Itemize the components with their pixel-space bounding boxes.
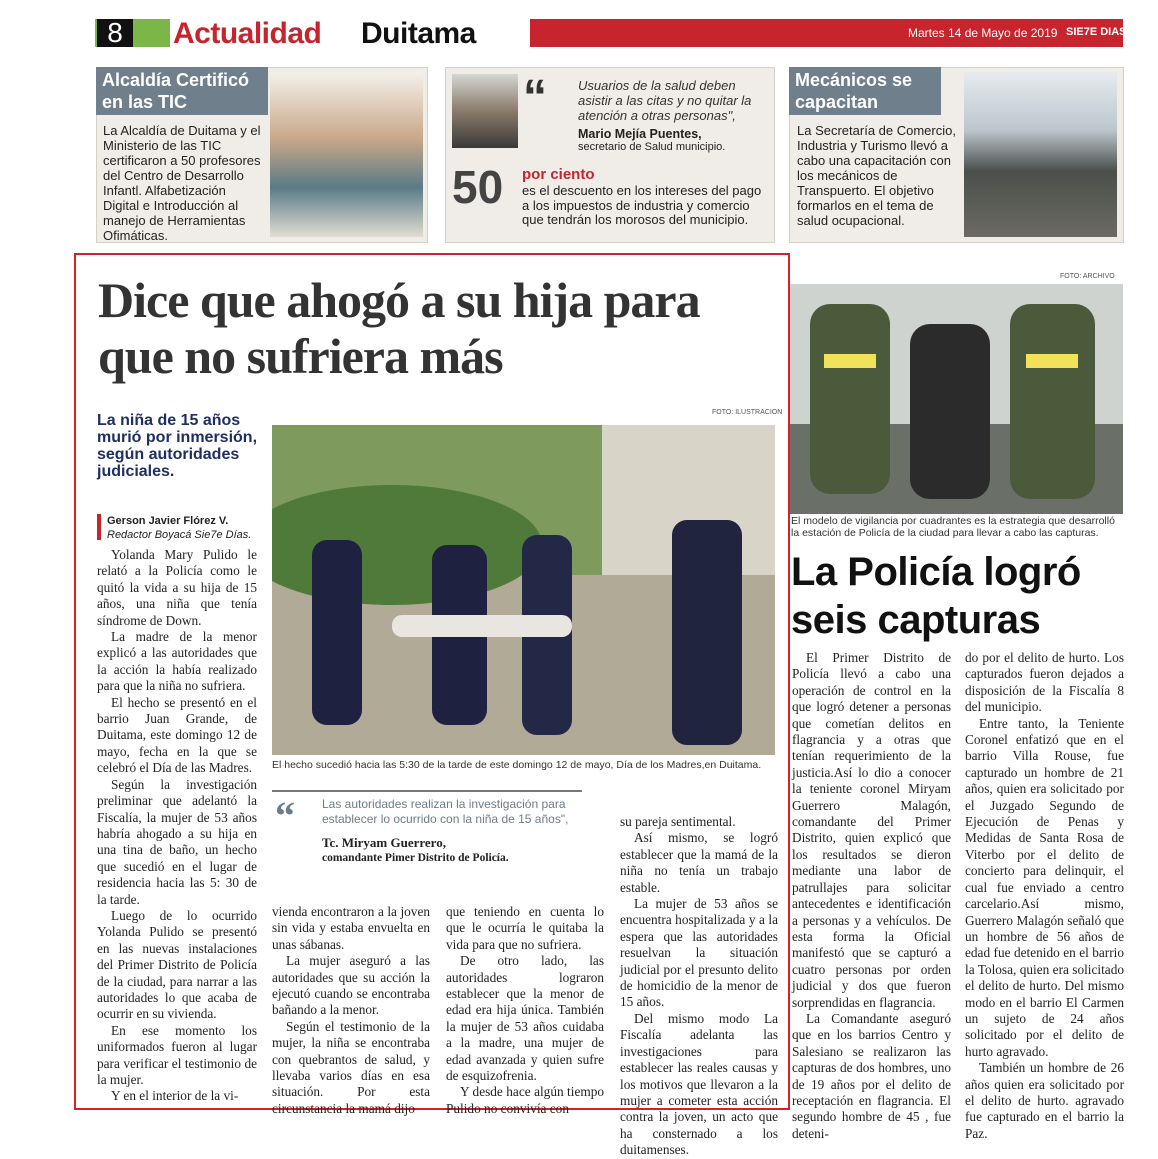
paragraph: De otro lado, las autoridades lograron establecer que la menor de edad era hija única. También la mujer de 53 años cuidaba a la madre, una mujer de edad avanzada y quien sufre de esquizofrenia. [446, 953, 604, 1084]
big-number-text: es el descuento en los intereses del pago a los impuestos de industria y comercio que tendrán los morosos del municipio. [522, 183, 762, 227]
author-role: Redactor Boyacá Sie7e Días. [107, 529, 252, 541]
article-column-3 [446, 904, 604, 1117]
paragraph: Yolanda Mary Pulido le relató a la Policía como le quitó la vida a su hija de 15 años, una niña que tenía síndrome de Down. [97, 547, 257, 628]
quote-mark-icon: “ [275, 793, 295, 838]
paragraph: La mujer de 53 años se encuentra hospitalizada y a la espera que las autoridades resuelvan la situación judicial por el presunto delito de homicidio de la menor de 15 años. [620, 896, 778, 1010]
police-photo-illustration [790, 284, 1123, 514]
main-photo-credit: FOTO: ILUSTRACION [712, 409, 783, 416]
top-quote-name: Mario Mejía Puentes, [578, 127, 702, 141]
big-number: 50 [452, 161, 504, 213]
paragraph: do por el delito de hurto. Los capturados fueron dejados a disposición de la Fiscalía 8 del municipio. [965, 650, 1124, 715]
section-title-red: Actualidad [173, 17, 322, 50]
pullquote-rule [272, 790, 582, 792]
pullquote-name: Tc. Miryam Guerrero, [322, 835, 446, 850]
paragraph: Según el testimonio de la mujer, la niña se encontraba con quebrantos de salud, y llevaba varios días en esa situación. Por esta circunstancia la mamá dijo [272, 1018, 430, 1116]
main-photo-illustration [272, 425, 775, 755]
right-column-2 [965, 650, 1124, 1142]
police-photo [790, 284, 1123, 514]
paragraph: También un hombre de 26 años quien era solicitado por el delito de hurto. agravado fue capturado en el barrio la Paz. [965, 1060, 1124, 1141]
quote-mark-icon: “ [523, 71, 547, 124]
paragraph: Entre tanto, la Teniente Coronel enfatizó que en el barrio Villa Rouse, fue capturado un hombre de 21 años, quien era solicitado por el Juzgado Segundo de Ejecución de Penas y Medidas de Santa Rosa de Viterbo por el delito de concierto para delinquir, el cual fue enviado a centro carcelario.Así mismo, Guerrero Malagón señaló que un hombre de 56 años de edad fue detenido en el barrio la Tolosa, quien era solicitado el delito de hurto. Del mismo modo en el barrio El Carmen un sujeto de 24 años solicitado por el delito de hurto agravado. [965, 715, 1124, 1059]
article-column-4 [620, 814, 778, 1159]
article-column-2 [272, 904, 430, 1117]
top-left-title: Alcaldía Certificó en las TIC [96, 67, 268, 115]
byline-bar [97, 514, 101, 540]
paragraph: que teniendo en cuenta lo que le ocurría le quitaba la vida para que no sufriera. [446, 904, 604, 952]
top-quote-role: secretario de Salud municipio. [578, 141, 726, 153]
portrait-photo [452, 74, 518, 148]
right-column-1 [792, 650, 951, 1142]
pullquote-text: Las autoridades realizan la investigación para establecer lo ocurrido con la niña de 15 años", [322, 797, 569, 826]
paragraph: Del mismo modo La Fiscalía adelanta las investigaciones para establecer las reales causas y los motivos que llevaron a la mujer a cometer esta acción contra la joven, un acto que ha consternado a los duitamenses. [620, 1010, 778, 1158]
pullquote-role: comandante Pimer Distrito de Policía. [322, 852, 509, 864]
byline [97, 514, 267, 542]
page-number: 8 [97, 19, 133, 47]
paragraph: La mujer aseguró a las autoridades que su acción la ejecutó cuando se encontraba bañando a la menor. [272, 953, 430, 1018]
paragraph: La Comandante aseguró que en los barrios Centro y Salesiano se realizaron las capturas de dos hombres, uno de 19 años por el delito de receptación en flagrancia. El segundo hombre de 45 , fue deteni- [792, 1010, 951, 1141]
big-number-label: por ciento [522, 166, 595, 183]
right-photo-caption: El modelo de vigilancia por cuadrantes es la estrategia que desarrolló la estación de Policía de la ciudad para llevar a cabo las capturas. [791, 515, 1115, 539]
main-headline: Dice que ahogó a su hija para que no sufriera más [98, 272, 700, 384]
main-deck: La niña de 15 años murió por inmersión, según autoridades judiciales. [97, 412, 258, 480]
paragraph: Así mismo, se logró establecer que la mamá de la niña no tenía un trabajo estable. [620, 830, 778, 895]
top-quote-text: Usuarios de la salud deben asistir a las citas y no quitar la atención a otras personas", [578, 78, 752, 123]
top-right-title: Mecánicos se capacitan [789, 67, 941, 115]
mechanics-photo [964, 72, 1117, 237]
paragraph: Y desde hace algún tiempo Pulido no convivía con [446, 1084, 604, 1116]
paragraph: El Primer Distrito de Policía llevó a cabo una operación de control en la que logró detener a personas que cometían delitos en flagrancia y a otras que tenían requerimiento de la justicia.Así lo dio a conocer la teniente coronel Miryam Guerrero Malagón, comandante del Primer Distrito, quien explicó que los resultados se dieron mediante una labor de patrullajes para solicitar antecedentes e identificación a personas y a vehículos. De esta forma la Oficial manifestó que se capturó a cuatro personas por orden judicial y dos que fueron sorprendidas en flagrancia. [792, 650, 951, 1010]
author-name: Gerson Javier Flórez V. [107, 515, 229, 527]
certification-photo [270, 72, 423, 237]
paragraph: Y en el interior de la vi- [111, 1088, 239, 1104]
header-brand: SIE7E DIAS [1066, 26, 1127, 38]
section-title-black: Duitama [361, 17, 476, 50]
top-left-body: La Alcaldía de Duitama y el Ministerio de las TIC certificaron a 50 profesores del Centro de Desarrollo Infantl. Alfabetización Digital e Introducción al manejo de Herramientas Ofimáticas. [103, 123, 261, 243]
paragraph: El hecho se presentó en el barrio Juan Grande, de Duitama, este domingo 12 de mayo, fecha en la que se celebró el Día de las Madres. [97, 694, 257, 776]
main-photo [272, 425, 775, 755]
article-column-1 [97, 547, 257, 1105]
right-headline: La Policía logró seis capturas [791, 550, 1081, 642]
top-right-body: La Secretaría de Comercio, Industria y Turismo llevó a cabo una capacitación con los mecánicos de Transpuerto. El objetivo formarlos en el tema de salud ocupacional. [797, 123, 956, 228]
paragraph: La madre de la menor explicó a las autoridades que la acción la había realizado para que la niña no sufriera. [97, 629, 257, 694]
paragraph: Según la investigación preliminar que adelantó la Fiscalía, la mujer de 53 años habría ahogado a su hija en una tina de baño, un hecho que sucedió en el lugar de residencia hacia las 5: 30 de la tarde. [97, 776, 257, 907]
paragraph: En ese momento los uniformados fueron al lugar para verificar el testimonio de la mujer. [97, 1022, 257, 1087]
right-photo-credit: FOTO: ARCHIVO [1060, 273, 1115, 280]
main-photo-caption: El hecho sucedió hacia las 5:30 de la tarde de este domingo 12 de mayo, Día de los Madres,en Duitama. [272, 759, 762, 771]
header-date: Martes 14 de Mayo de 2019 [908, 26, 1058, 40]
paragraph: su pareja sentimental. [620, 814, 736, 829]
paragraph: Luego de lo ocurrido Yolanda Pulido se presentó en las nuevas instalaciones del Primer Distrito de Policía de la ciudad, para narrar a las autoridades lo que acaba de ocurrir en su vivienda. [97, 907, 257, 1022]
paragraph: vienda encontraron a la joven sin vida y estaba envuelta en unas sábanas. [272, 904, 430, 952]
